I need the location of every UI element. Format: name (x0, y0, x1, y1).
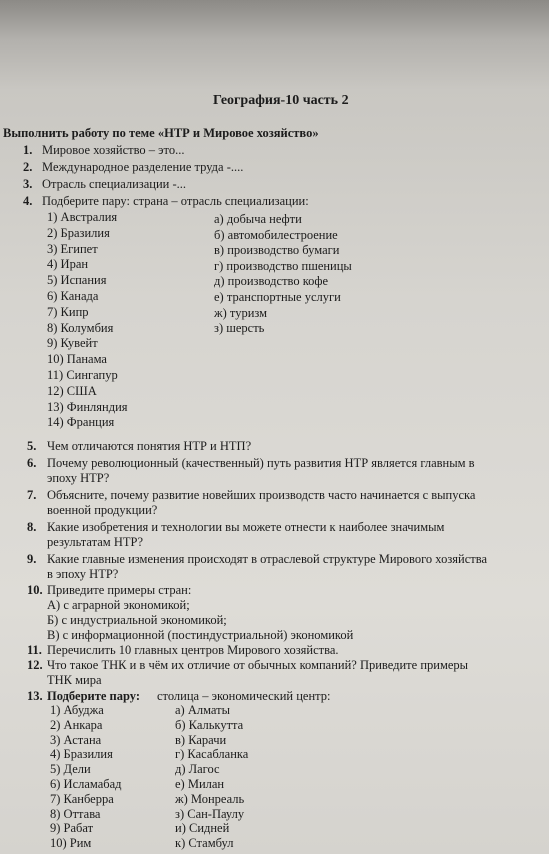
q13-capital-item: 8) Оттава (50, 806, 101, 821)
q13-center-item: з) Сан-Паулу (175, 806, 245, 821)
q4-branch-item: г) производство пшеницы (214, 258, 352, 273)
q13-capital-item: 7) Канберра (50, 791, 114, 806)
q4-country-item: 3) Египет (47, 241, 98, 256)
q10-item-b: Б) с индустриальной экономикой; (47, 613, 227, 627)
q6-line1: Почему революционный (качественный) путь развития НТР является главным в (47, 456, 475, 470)
page-title: География-10 часть 2 (213, 93, 349, 108)
q13-capital-item: 10) Рим (50, 836, 92, 851)
q13-capital-item: 3) Астана (50, 732, 102, 747)
q4-country-item: 4) Иран (47, 257, 89, 272)
q4-country-item: 13) Финляндия (47, 399, 128, 414)
q2-text: Международное разделение труда -.... (42, 160, 244, 174)
q10-number: 10. (27, 583, 43, 597)
q8-number: 8. (27, 520, 37, 534)
q4-country-item: 7) Кипр (47, 304, 89, 319)
q4-country-item: 11) Сингапур (47, 368, 118, 382)
q4-branch-item: ж) туризм (214, 305, 268, 320)
q1-text: Мировое хозяйство – это... (42, 143, 185, 157)
q13-number: 13. (27, 689, 43, 703)
q4-branch-item: д) производство кофе (214, 274, 329, 289)
q11-text: Перечислить 10 главных центров Мирового хозяйства. (47, 643, 339, 657)
q7-line2: военной продукции? (47, 503, 158, 517)
q4-branch-item: е) транспортные услуги (214, 290, 341, 304)
q4-country-item: 6) Канада (47, 289, 99, 303)
q9-number: 9. (27, 552, 37, 566)
q13-label: Подберите пару: (47, 689, 141, 703)
q4-country-item: 1) Австралия (47, 210, 118, 224)
q4-branch-item: з) шерсть (214, 321, 265, 336)
q13-capital-item: 9) Рабат (50, 821, 94, 836)
q13-capital-item: 4) Бразилия (50, 747, 113, 762)
q6-line2: эпоху НТР? (47, 471, 110, 485)
q13-capital-item: 2) Анкара (50, 717, 103, 732)
q3-text: Отрасль специализации -... (42, 177, 187, 191)
q4-country-item: 5) Испания (47, 273, 107, 288)
q5-text: Чем отличаются понятия НТР и НТП? (47, 439, 252, 453)
q9-line2: в эпоху НТР? (47, 567, 119, 581)
q5-number: 5. (27, 439, 37, 453)
q13-center-item: ж) Монреаль (175, 791, 245, 806)
q9-line1: Какие главные изменения происходят в отраслевой структуре Мирового хозяйства (47, 552, 487, 566)
q4-branch-item: а) добыча нефти (214, 212, 302, 226)
q13-capital-item: 6) Исламабад (50, 777, 122, 791)
q4-country-item: 14) Франция (47, 415, 115, 430)
q12-line1: Что такое ТНК и в чём их отличие от обычных компаний? Приведите примеры (47, 658, 469, 672)
q3-number: 3. (23, 177, 33, 191)
q13-capital-item: 5) Дели (50, 762, 91, 777)
q13-center-item: а) Алматы (175, 703, 231, 717)
q6-number: 6. (27, 456, 37, 470)
q13-center-item: в) Карачи (175, 732, 227, 747)
q13-text: столица – экономический центр: (157, 689, 331, 703)
q12-number: 12. (27, 658, 43, 672)
q4-country-item: 10) Панама (47, 352, 107, 367)
q8-line2: результатам НТР? (47, 535, 143, 549)
q10-item-c: В) с информационной (постиндустриальной) экономикой (47, 628, 354, 642)
q13-center-item: к) Стамбул (175, 836, 234, 851)
q13-center-item: д) Лагос (175, 762, 220, 777)
q13-center-item: и) Сидней (175, 821, 230, 836)
q13-center-item: е) Милан (175, 777, 225, 791)
q4-branch-item: в) производство бумаги (214, 243, 340, 258)
q13-center-item: б) Калькутта (175, 717, 244, 732)
q4-country-item: 8) Колумбия (47, 320, 114, 335)
q4-country-item: 2) Бразилия (47, 225, 110, 240)
q10-text: Приведите примеры стран: (47, 583, 192, 597)
q4-text: Подберите пару: страна – отрасль специализации: (42, 194, 309, 208)
q2-number: 2. (23, 160, 33, 174)
q10-item-a: А) с аграрной экономикой; (47, 598, 190, 612)
q12-line2: ТНК мира (47, 673, 102, 687)
q13-center-item: г) Касабланка (175, 747, 249, 762)
q7-line1: Объясните, почему развитие новейших производств часто начинается с выпуска (47, 488, 476, 502)
q11-number: 11. (27, 643, 42, 657)
q13-capital-item: 1) Абуджа (50, 703, 104, 717)
q7-number: 7. (27, 488, 37, 502)
intro-line: Выполнить работу по теме «НТР и Мировое хозяйство» (3, 126, 319, 140)
q4-country-item: 12) США (47, 383, 97, 398)
q1-number: 1. (23, 143, 33, 157)
q8-line1: Какие изобретения и технологии вы можете отнести к наиболее значимым (47, 520, 445, 534)
q4-branch-item: б) автомобилестроение (214, 227, 338, 242)
q4-country-item: 9) Кувейт (47, 336, 98, 351)
q4-number: 4. (23, 194, 33, 208)
